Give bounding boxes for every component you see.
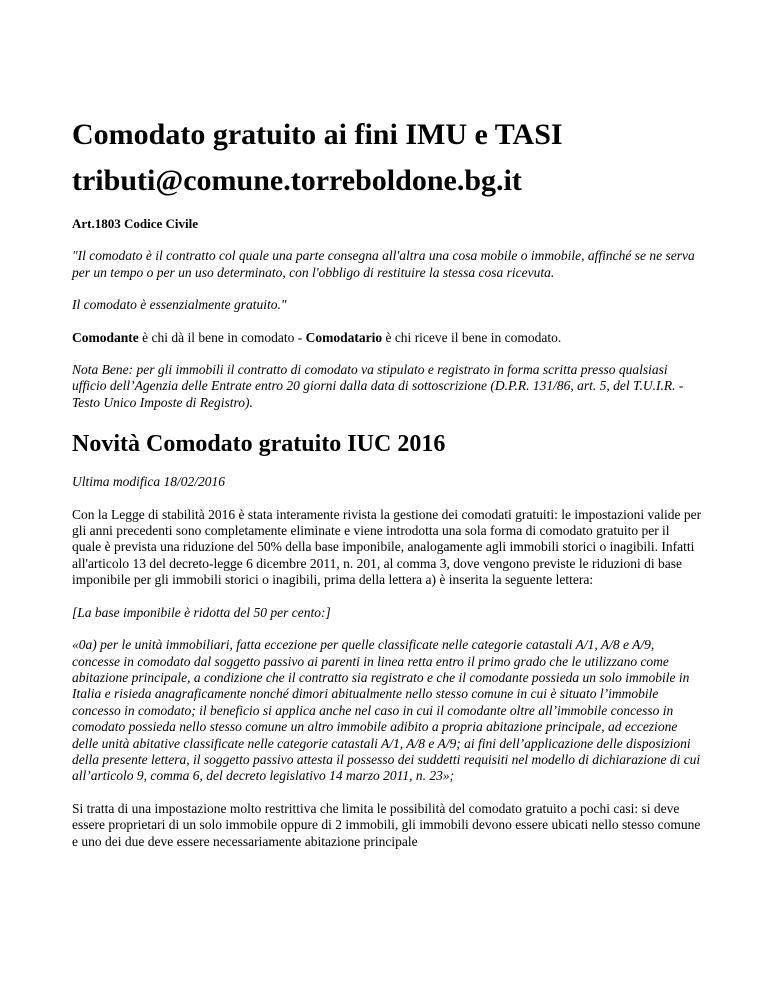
civil-code-quote-end: Il comodato è essenzialmente gratuito.": [72, 297, 287, 313]
page-title: Comodato gratuito ai fini IMU e TASI: [72, 118, 563, 151]
nota-bene: Nota Bene: per gli immobili il contratto di comodato va stipulato e registrato in forma scritta presso qualsiasi ufficio dell’Agenzia delle Entrate entro 20 giorni dalla data di sottoscrizione (D.P.R. 131/86, art. 5, del T.U.I.R. - Testo Unico Imposte di Registro).: [72, 362, 684, 410]
article-heading: Art.1803 Codice Civile: [72, 216, 199, 231]
term-comodatario: Comodatario: [305, 329, 383, 345]
civil-code-quote: "Il comodato è il contratto col quale una parte consegna all'altra una cosa mobile o immobile, affinché se ne serva per un tempo o per un uso determinato, con l'obbligo di restituire la stessa cosa ricevuta.: [72, 248, 695, 280]
bracket-note: [La base imponibile è ridotta del 50 per cento:]: [72, 604, 331, 620]
definition-paragraph: [72, 330, 702, 346]
section-heading: Novità Comodato gratuito IUC 2016: [72, 431, 446, 458]
definition-text-1: è chi dà il bene in comodato -: [138, 329, 306, 345]
paragraph-restrictive: Si tratta di una impostazione molto restrittiva che limita le possibilità del comodato gratuito a pochi casi: si deve essere proprietari di un solo immobile oppure di 2 immobili, gli immobili devono essere ubicati nello stesso comune e uno dei due deve essere necessariamente abitazione principale: [72, 800, 701, 849]
document-body: [72, 110, 702, 850]
last-modified: Ultima modifica 18/02/2016: [72, 474, 225, 490]
definition-text-2: è chi riceve il bene in comodato.: [382, 329, 562, 345]
paragraph-legge-stabilita: Con la Legge di stabilità 2016 è stata interamente rivista la gestione dei comodati gratuiti: le impostazioni valide per gli anni precedenti sono completamente eliminate e viene introdotta una sola forma di comodato gratuito per il quale è prevista una riduzione del 50% della base imponibile, analogamente agli immobili storici o inagibili. Infatti all'articolo 13 del decreto-legge 6 dicembre 2011, n. 201, al comma 3, dove vengono previste le riduzioni di base imponibile per gli immobili storici o inagibili, prima della lettera a) è inserita la seguente lettera:: [72, 506, 702, 588]
law-text: «0a) per le unità immobiliari, fatta eccezione per quelle classificate nelle categorie catastali A/1, A/8 e A/9, concesse in comodato dal soggetto passivo ai parenti in linea retta entro il primo grado che le utilizzano come abitazione principale, a condizione che il contratto sia registrato e che il comodante possieda un solo immobile in Italia e risieda anagraficamente nonché dimori abitualmente nello stesso comune in cui è situato l’immobile concesso in comodato; il beneficio si applica anche nel caso in cui il comodante oltre all’immobile concesso in comodato possieda nello stesso comune un altro immobile adibito a propria abitazione principale, ad eccezione delle unità abitative classificate nelle categorie catastali A/1, A/8 e A/9; ai fini dell’applicazione delle disposizioni della presente lettera, il soggetto passivo attesta il possesso dei suddetti requisiti nel modello di dichiarazione di cui all’articolo 9, comma 6, del decreto legislativo 14 marzo 2011, n. 23»;: [72, 637, 701, 784]
term-comodante: Comodante: [72, 329, 139, 345]
email-heading: tributi@comune.torreboldone.bg.it: [72, 164, 522, 197]
